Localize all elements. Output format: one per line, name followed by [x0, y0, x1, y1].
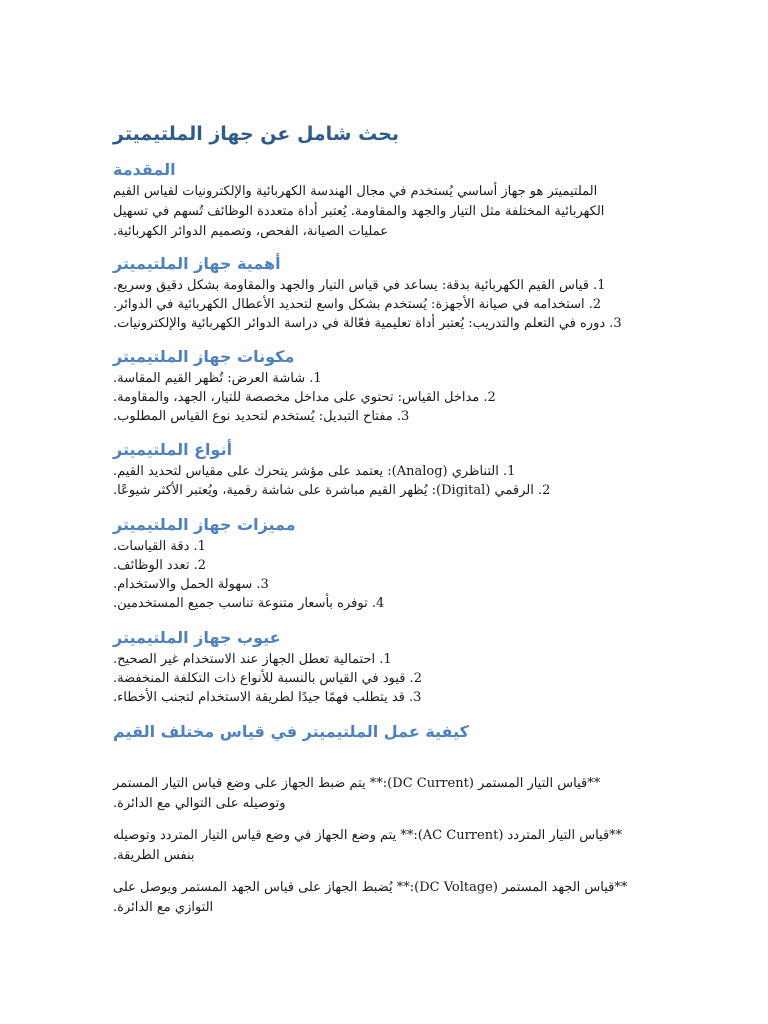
- intro-heading: المقدمة: [113, 160, 176, 179]
- components-heading: مكونات جهاز الملتيميتر: [113, 347, 295, 366]
- importance-heading: أهمية جهاز الملتيميتر: [113, 254, 281, 273]
- howto-paragraph: [113, 878, 648, 918]
- types-heading: أنواع الملتيميتر: [113, 440, 233, 459]
- advantages-item: 4. توفره بأسعار متنوعة تناسب جميع المستخدمين.: [113, 596, 385, 611]
- advantages-item: 1. دقة القياسات.: [113, 539, 206, 554]
- importance-item: 3. دوره في التعلم والتدريب: يُعتبر أداة تعليمية فعّالة في دراسة الدوائر الكهربائية والإلكترونيات.: [113, 316, 622, 331]
- howto-paragraph-line: بنفس الطريقة.: [113, 848, 195, 863]
- howto-paragraph-line: وتوصيله على التوالي مع الدائرة.: [113, 796, 286, 811]
- howto-paragraph-line: **قياس التيار المتردد (AC Current):** يتم وضع الجهاز في وضع قياس التيار المتردد وتوصيله: [113, 828, 623, 843]
- types-item: 2. الرقمي (Digital): يُظهر القيم مباشرة على شاشة رقمية، ويُعتبر الأكثر شيوعًا.: [113, 483, 551, 498]
- advantages-item: 3. سهولة الحمل والاستخدام.: [113, 577, 269, 592]
- advantages-heading: مميزات جهاز الملتيميتر: [113, 515, 296, 534]
- components-item: 1. شاشة العرض: تُظهر القيم المقاسة.: [113, 371, 322, 386]
- advantages-item: 2. تعدد الوظائف.: [113, 558, 206, 573]
- howto-paragraph-line: التوازي مع الدائرة.: [113, 900, 214, 915]
- types-item: 1. التناظري (Analog): يعتمد على مؤشر يتحرك على مقياس لتحديد القيم.: [113, 464, 516, 479]
- disadvantages-heading: عيوب جهاز الملتيميتر: [113, 628, 281, 647]
- components-item: 3. مفتاح التبديل: يُستخدم لتحديد نوع القياس المطلوب.: [113, 409, 410, 424]
- howto-paragraph: [113, 826, 648, 866]
- intro-line: عمليات الصيانة، الفحص، وتصميم الدوائر الكهربائية.: [113, 224, 389, 239]
- disadvantages-item: 3. قد يتطلب فهمًا جيدًا لطريقة الاستخدام لتجنب الأخطاء.: [113, 690, 422, 705]
- importance-item: 1. قياس القيم الكهربائية بدقة: يساعد في قياس التيار والجهد والمقاومة بشكل دقيق وسريع.: [113, 278, 606, 293]
- document-title: بحث شامل عن جهاز الملتيميتر: [113, 123, 400, 145]
- howto-paragraph-line: **قياس الجهد المستمر (DC Voltage):** يُضبط الجهاز على قياس الجهد المستمر ويوصل على: [113, 880, 628, 895]
- components-item: 2. مداخل القياس: تحتوي على مداخل مخصصة للتيار، الجهد، والمقاومة.: [113, 390, 496, 405]
- importance-item: 2. استخدامه في صيانة الأجهزة: يُستخدم بشكل واسع لتحديد الأعطال الكهربائية في الدوائر.: [113, 297, 602, 312]
- howto-paragraph-line: **قياس التيار المستمر (DC Current):** يتم ضبط الجهاز على وضع قياس التيار المستمر: [113, 776, 601, 791]
- howto-paragraph: [113, 774, 648, 814]
- intro-line: الملتيميتر هو جهاز أساسي يُستخدم في مجال الهندسة الكهربائية والإلكترونيات لقياس القيم: [113, 184, 598, 199]
- howto-heading: كيفية عمل الملتيميتر في قياس مختلف القيم: [113, 722, 469, 741]
- intro-line: الكهربائية المختلفة مثل التيار والجهد والمقاومة. يُعتبر أداة متعددة الوظائف تُسهم في تسهيل: [113, 204, 605, 219]
- disadvantages-item: 1. احتمالية تعطل الجهاز عند الاستخدام غير الصحيح.: [113, 652, 392, 667]
- disadvantages-item: 2. قيود في القياس بالنسبة للأنواع ذات التكلفة المنخفضة.: [113, 671, 422, 686]
